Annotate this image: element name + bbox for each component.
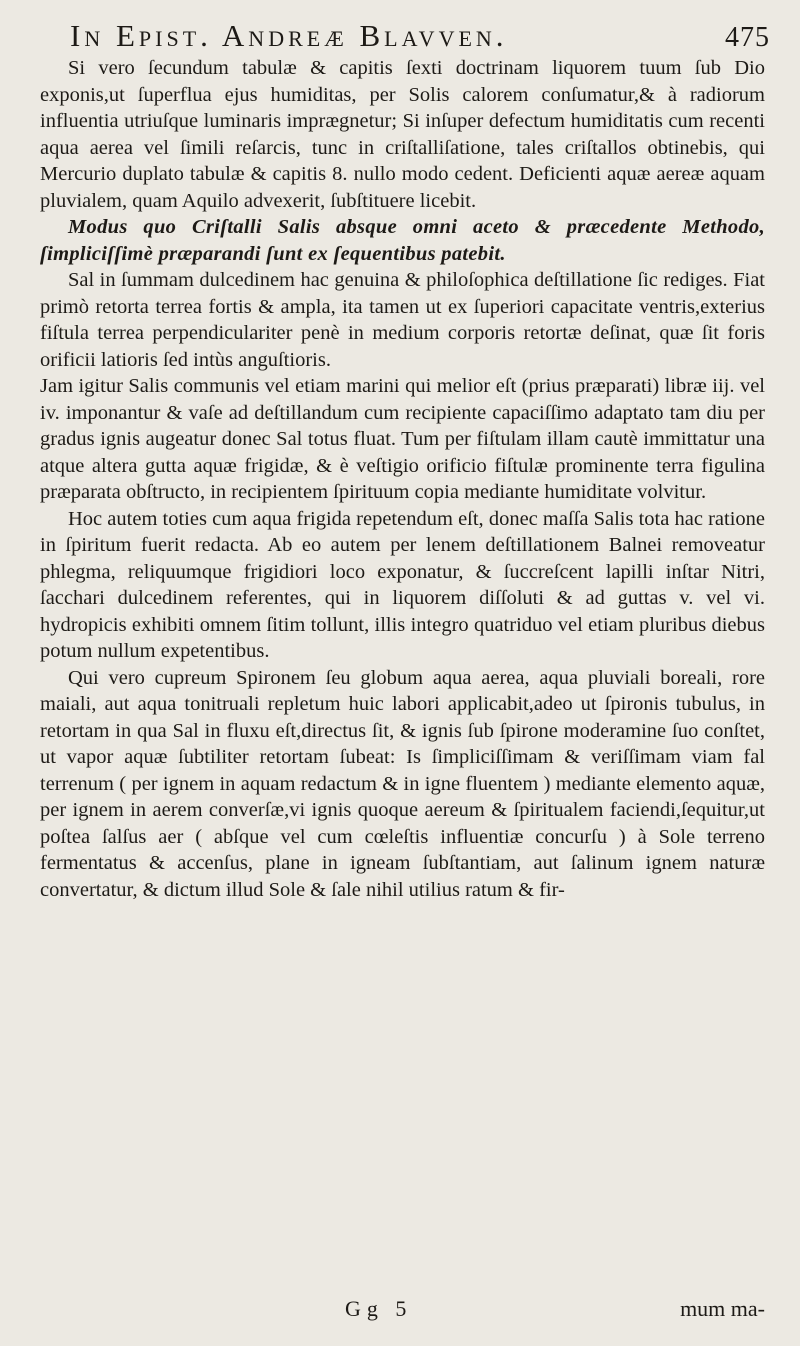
signature-mark: Gg 5 (345, 1296, 413, 1321)
running-head: In Epist. Andreæ Blavven. (70, 18, 508, 53)
catchword: mum ma- (680, 1296, 765, 1321)
paragraph: Jam igitur Salis communis vel etiam marini qui melior eſt (prius præparati) libræ iij. vel iv. imponantur & vaſe ad deſtillandum cum recipiente capaciſſimo adaptato tam diu per gradus ignis augeatur donec Sal totus fluat. Tum per fiſtulam illam cautè immittatur una atque altera gutta aquæ frigidæ, & è veſtigio orificio fiſtulæ prominente terra figulina præparata obſtructo, in recipientem ſpirituum copia mediante humiditate volvitur. (40, 375, 765, 503)
paragraph: Sal in ſummam dulcedinem hac genuina & philoſophica deſtillatione ſic rediges. Fiat primò retorta terrea fortis & ampla, ita tamen ut ex ſuperiori capacitate ventris,exterius fiſtula terrea perpendiculariter penè in medium corporis retortæ deſinat, quæ ſit foris orificii latioris ſed intùs anguſtioris. (40, 269, 765, 371)
page-footer (40, 1296, 765, 1326)
paragraph: Qui vero cupreum Spironem ſeu globum aqua aerea, aqua pluviali boreali, rore maiali, aut aqua tonitruali repletum huic labori applicabit,adeo ut ſpironis tubulus, in retortam in qua Sal in fluxu eſt,directus ſit, & ignis ſub ſpirone moderamine ſuo conſtet, ut vapor aquæ ſubtiliter retortam ſubeat: Is ſimpliciſſimam & veriſſimam viam fal terrenum ( per ignem in aquam redactum & in igne fluentem ) mediante elemento aquæ, per ignem in aerem converſæ,vi ignis quoque aereum & ſpiritualem faciendi,ſequitur,ut poſtea ſalſus aer ( abſque vel cum cœleſtis influentiæ concurſu ) à Sole terreno fermentatus & accenſus, plane in igneam ſubſtantiam, aut ſalinum ignem naturæ convertatur, & dictum illud Sole & ſale nihil utilius ratum & fir- (40, 666, 765, 901)
paragraph: Si vero ſecundum tabulæ & capitis ſexti doctrinam liquorem tuum ſub Dio exponis,ut ſuperflua ejus humiditas, per Solis calorem conſumatur,& à radiorum influentia utriuſque luminaris imprægnetur; Si inſuper defectum humiditatis cum recenti aqua aerea vel ſimili reſarcis, tunc in criſtalliſatione, tales criſtallos obtinebis, qui Mercurio duplato tabulæ & capitis 8. nullo modo cedent. Deficienti aquæ aereæ aquam pluvialem, quam Aquilo advexerit, ſubſtituere licebit. (40, 57, 765, 212)
body-text (40, 55, 765, 903)
page-number: 475 (725, 22, 770, 53)
section-subheading: Modus quo Criſtalli Salis absque omni aceto & præcedente Methodo, ſimpliciſſimè præparandi ſunt ex ſequentibus patebit. (40, 216, 765, 265)
page-header (70, 18, 770, 54)
paragraph: Hoc autem toties cum aqua frigida repetendum eſt, donec maſſa Salis tota hac ratione in ſpiritum fuerit redacta. Ab eo autem per lenem deſtillationem Balnei removeatur phlegma, reliquumque frigidiori loco exponatur, & ſuccreſcent lapilli inſtar Nitri, ſacchari dulcedinem referentes, qui in liquorem diſſoluti & ad guttas v. vel vi. hydropicis exhibiti omnem ſitim tollunt, illis integro quatriduo vel etiam pluribus diebus potum nullum expetentibus. (40, 507, 765, 662)
